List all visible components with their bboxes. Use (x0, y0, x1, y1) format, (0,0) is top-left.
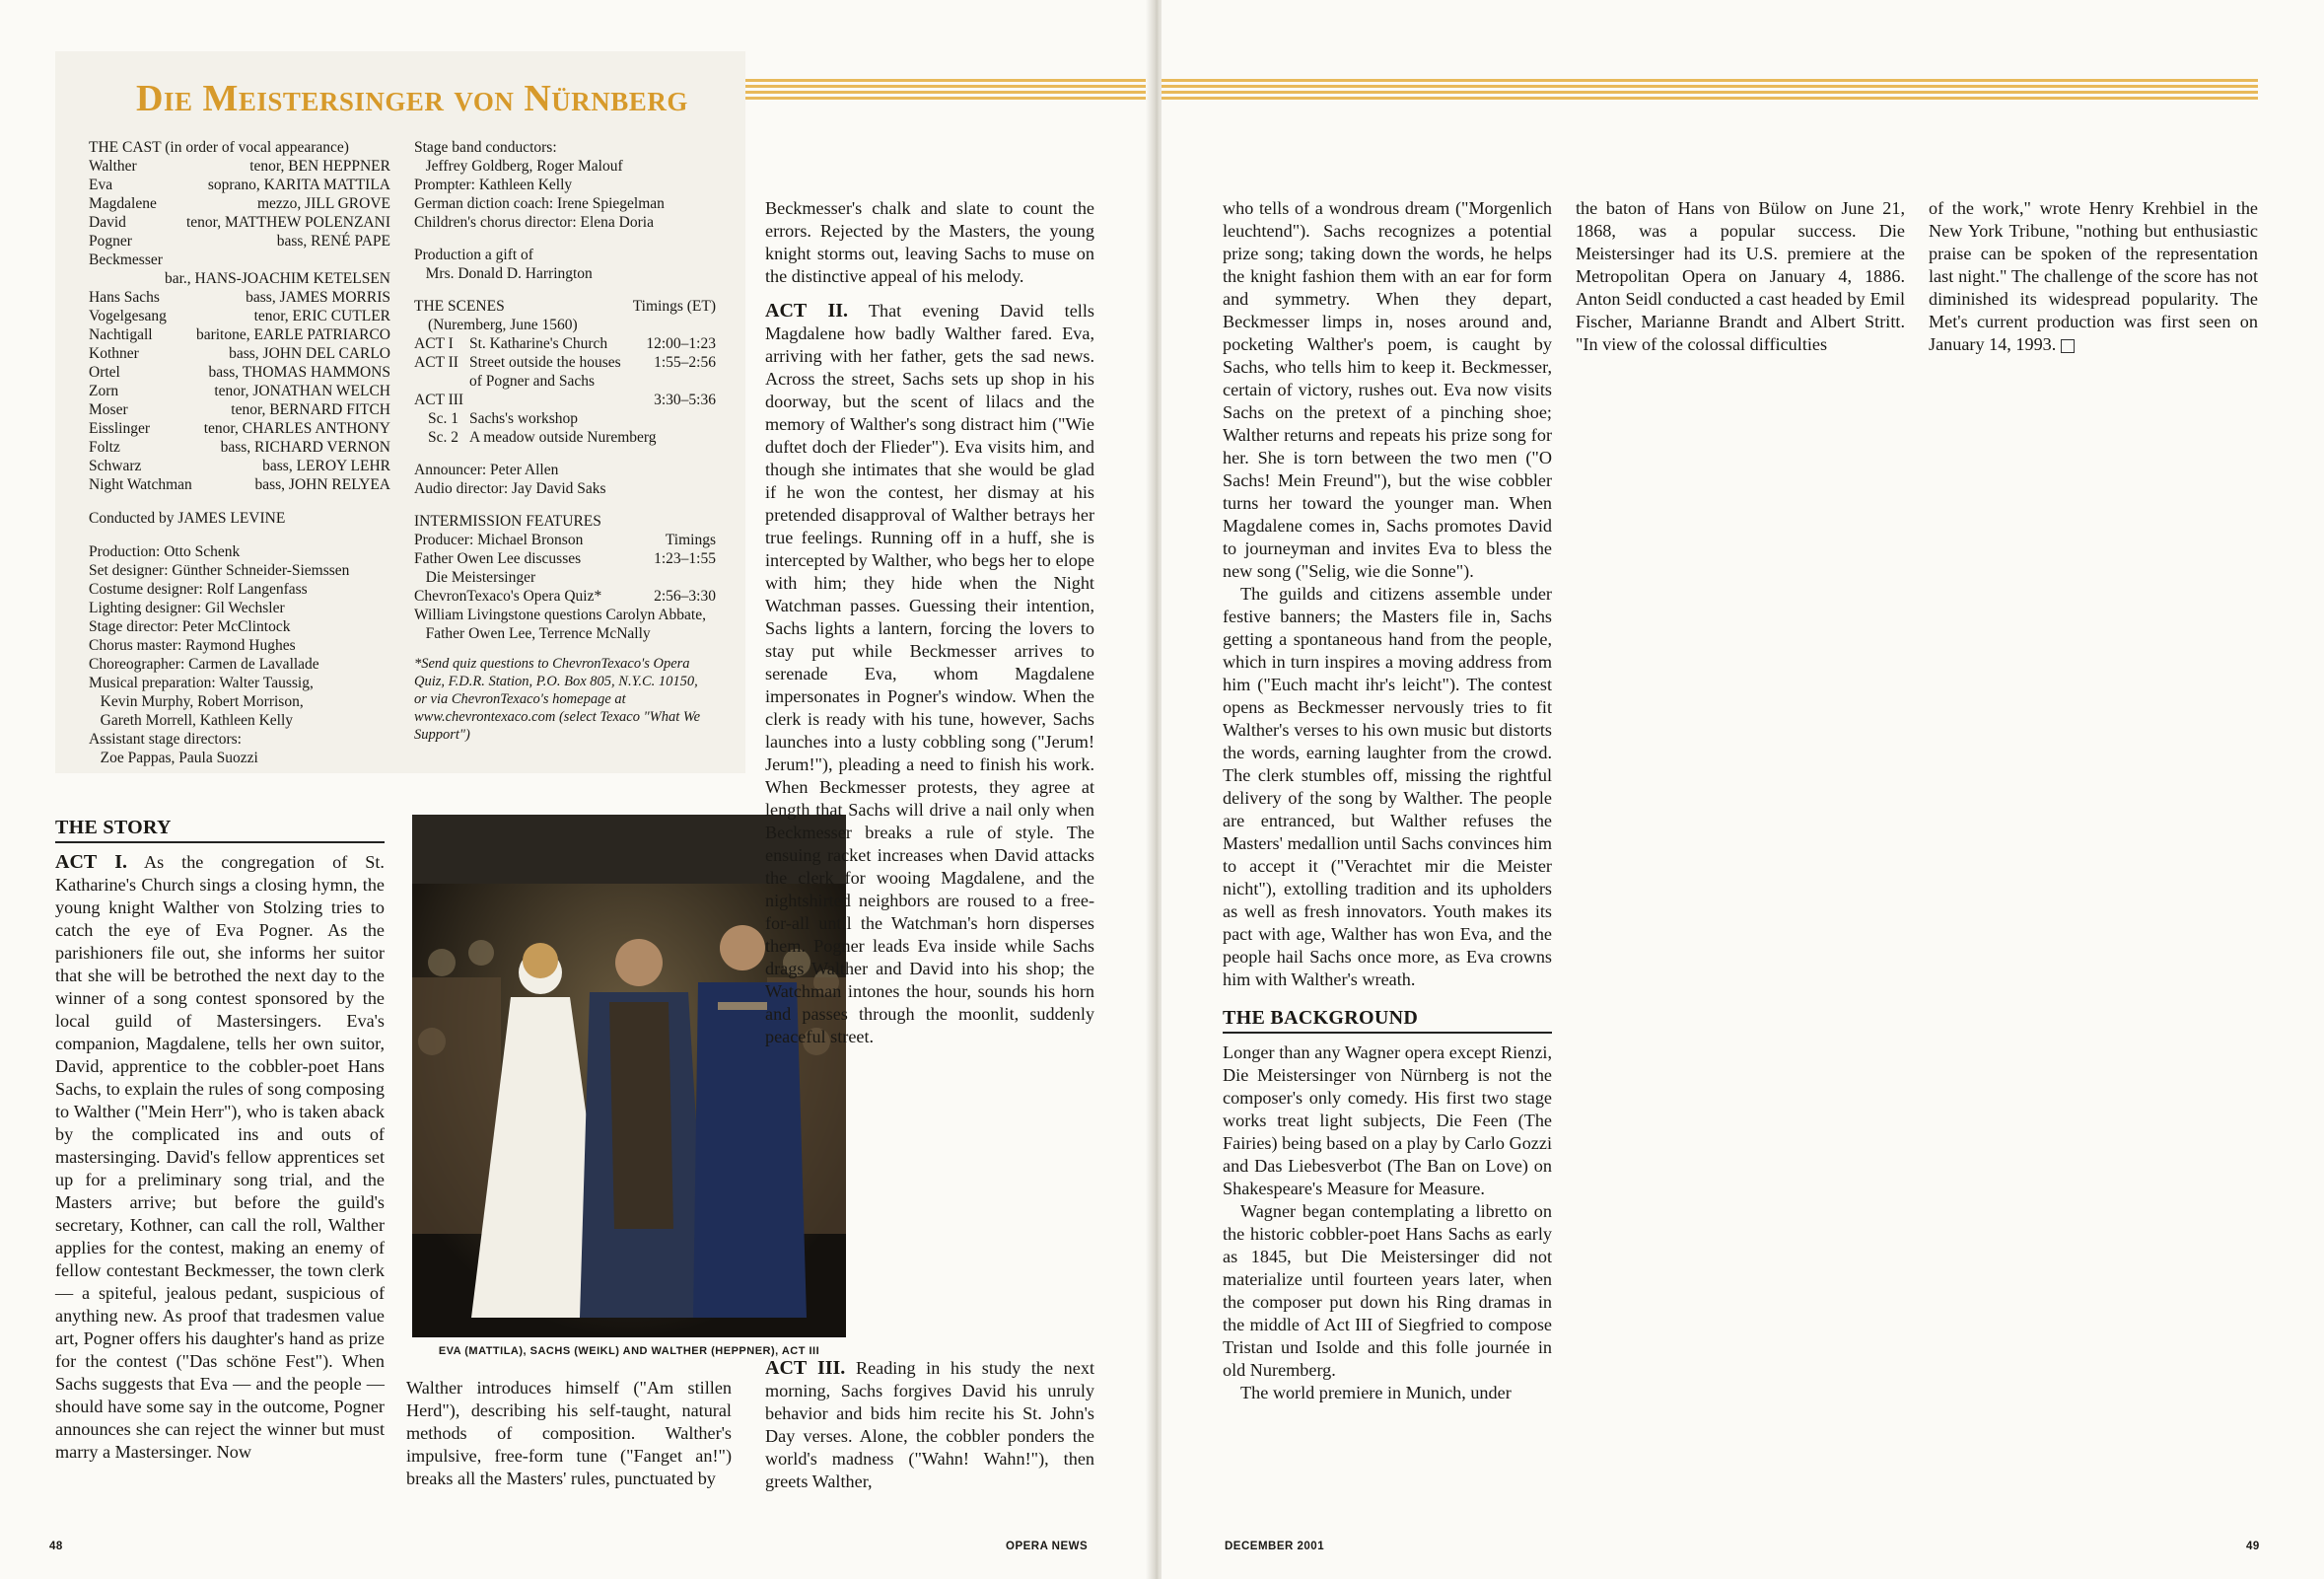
act3-paragraph (765, 1357, 1094, 1493)
intermission-text: Producer: Michael Bronson (414, 532, 584, 548)
intermission-timing: 1:23–1:55 (654, 550, 716, 567)
cast-singer: bass, JOHN DEL CARLO (229, 345, 390, 362)
cast-row (89, 475, 390, 494)
production-credit-line: Chorus master: Raymond Hughes (89, 637, 296, 654)
cast-singer: bass, RICHARD VERNON (220, 439, 390, 456)
page-number-right: 49 (2246, 1541, 2260, 1552)
cast-row (89, 325, 390, 344)
cast-row (89, 157, 390, 176)
intermission-heading: INTERMISSION FEATURES (414, 513, 601, 530)
production-credit-line: Assistant stage directors: (89, 731, 242, 748)
story-column-3-bottom (765, 1357, 1094, 1493)
crew-credit-line: Prompter: Kathleen Kelly (414, 177, 573, 193)
cast-row (89, 213, 390, 232)
announcer-line: Audio director: Jay David Saks (414, 480, 606, 497)
crew-credit-line: Stage band conductors: (414, 139, 557, 156)
scene-label: Sc. 2 (428, 429, 458, 446)
quiz-note: *Send quiz questions to ChevronTexaco's Opera Quiz, F.D.R. Station, P.O. Box 805, N.Y.C. 10150, or via ChevronTexaco's homepage at www.chevrontexaco.com (select Texaco "What We Support") (414, 656, 701, 743)
cast-row (89, 288, 390, 307)
cast-singer: bass, THOMAS HAMMONS (208, 364, 390, 381)
production-credit-line: Musical preparation: Walter Taussig, (89, 675, 314, 691)
krehbiel-paragraph (1929, 197, 2258, 356)
cast-role: Magdalene (89, 195, 157, 212)
act1-text: As the congregation of St. Katharine's Church sings a closing hymn, the young knight Walther von Stolzing tries to catch the eye of Eva Pogner. As the parishioners file out, she informs her suitor that she will be betrothed the next day to the winner of a song contest sponsored by the local guild of Mastersingers. Eva's companion, Magdalene, tells her own suitor, David, apprentice to the cobbler-poet Hans Sachs, to explain the rules of song composing to Walther ("Mein Herr"), who is taken aback by the complicated ins and outs of mastersinging. David's fellow apprentices set up for a preliminary song trial, and the Masters arrive; but before the guild's secretary, Kothner, can call the roll, Walther applies for the contest, making an enemy of fellow contestant Beckmesser, the town clerk — a spiteful, jealous pedant, suspicious of anything new. As proof that tradesmen value art, Pogner offers his daughter's hand as prize for the contest ("Das schöne Fest"). When Sachs suggests that Eva — and the people — should have some say in the outcome, Pogner announces she can reject the winner but must marry a Mastersinger. Now (55, 852, 385, 1462)
cast-role: Eisslinger (89, 420, 150, 437)
announcer-line: Announcer: Peter Allen (414, 462, 559, 478)
cast-role: Zorn (89, 383, 119, 399)
story-column-3-top (765, 197, 1094, 1048)
cast-row (89, 269, 390, 288)
scene-row (414, 428, 716, 447)
page-number-left: 48 (49, 1541, 63, 1552)
magazine-name: OPERA NEWS (1006, 1541, 1089, 1552)
scene-description: Sachs's workshop (469, 410, 578, 427)
scenes-heading: THE SCENES (414, 298, 505, 315)
cast-row (89, 176, 390, 194)
scene-description: Street outside the houses (469, 354, 621, 371)
scenes-header (414, 297, 716, 316)
story-column-2 (406, 1377, 732, 1490)
cast-row (89, 363, 390, 382)
cast-singer: tenor, CHARLES ANTHONY (203, 420, 390, 437)
cast-singer: tenor, JONATHAN WELCH (214, 383, 390, 399)
intermission-row (414, 587, 716, 606)
cast-role: Kothner (89, 345, 139, 362)
scene-row (414, 372, 716, 391)
scenes-subheading: (Nuremberg, June 1560) (428, 317, 578, 333)
intermission-text: Father Owen Lee, Terrence McNally (414, 625, 651, 642)
announcer-credits (414, 461, 716, 498)
cast-role: Beckmesser (89, 251, 163, 268)
intermission-timing: Timings (665, 532, 716, 548)
gift-line: Mrs. Donald D. Harrington (414, 265, 593, 282)
crew-credit-line: Jeffrey Goldberg, Roger Malouf (414, 158, 623, 175)
production-credit-line: Production: Otto Schenk (89, 543, 241, 560)
story-column-1 (55, 817, 385, 1464)
production-credit-line: Gareth Morrell, Kathleen Kelly (89, 712, 294, 729)
cast-list (89, 138, 390, 767)
intermission-row (414, 568, 716, 587)
act3-lead: ACT III. (765, 1357, 846, 1379)
scene-row (414, 353, 716, 372)
crew-credit-line: Children's chorus director: Elena Doria (414, 214, 654, 231)
act2-text: That evening David tells Magdalene how badly Walther fared. Eva, arriving with her father, gets the sad news. Across the street, Sachs sets up shop in his doorway, but the scent of lilacs and the memory of Walther's song distract him ("Wie duftet doch der Flieder"). Eva visits him, and though she intimates that she would be glad if he won the contest, her dismay at his pretended disapproval of Walther betrays her true feelings. Running off in a huff, she is intercepted by Walther, who begs her to elope with him; they hide when the Night Watchman passes. Guessing their intention, Sachs lights a lantern, forcing the lovers to stay put while Beckmesser arrives to serenade Eva, whom Magdalene impersonates in Pogner's window. When the clerk is ready with his tune, however, Sachs launches into a lusty cobbling song ("Jerum! Jerum!"), pleading a need to finish his work. When Beckmesser protests, they agree at length that Sachs will drive a nail only when Beckmesser breaks a rule of style. The ensuing racket increases when David attacks the clerk for wooing Magdalene, and the nightshirted neighbors are roused to a free-for-all until the Watchman's horn disperses them. Pogner leads Eva inside while Sachs drags Walther and David into his shop; the Watchman intones the hour, sounds his horn and passes through the moonlit, suddenly peaceful street. (765, 301, 1094, 1046)
scene-row (414, 334, 716, 353)
cast-row (89, 307, 390, 325)
cast-role: Eva (89, 177, 113, 193)
photo-caption: EVA (MATTILA), SACHS (WEIKL) AND WALTHER (HEPPNER), ACT III (438, 1345, 820, 1357)
walther-paragraph: Walther introduces himself ("Am stillen Herd"), describing his self-taught, natural methods of composition. Walther's impulsive, free-form tune ("Fanget an!") breaks all the Masters' rules, punctuated by (406, 1378, 732, 1488)
production-credit-line: Costume designer: Rolf Langenfass (89, 581, 308, 598)
conductor-credit: Conducted by JAMES LEVINE (89, 510, 286, 527)
intermission-text: ChevronTexaco's Opera Quiz* (414, 588, 602, 605)
intermission-text: Die Meistersinger (414, 569, 536, 586)
background-paragraph-2: Wagner began contemplating a libretto on the historic cobbler-poet Hans Sachs as early as 1845, but Die Meistersinger did not materialize until fourteen years later, when the composer put down his Ring dramas in the middle of Act III of Siegfried to compose Tristan und Isolde and this folle journée in old Nuremberg. (1223, 1201, 1552, 1380)
guilds-paragraph: The guilds and citizens assemble under festive banners; the Masters file in, Sachs getting a spontaneous hand from the people, which in turn inspires a moving address from him ("Euch macht ihr's leicht"). The contest opens as Beckmesser nervously tries to fit Walther's verses to his own music but distorts the words, earning laughter from the crowd. The clerk stumbles off, missing the rightful delivery of the song by Walther. The people are entranced, but Walther refuses the Masters' medallion until Sachs convinces him to accept it ("Verachtet mir die Meister nicht"), extolling tradition and its upholders as well as fresh innovators. Youth makes its pact with age, Walther has won Eva, and the people hail Sachs once more, as Eva crowns him with Walther's wreath. (1223, 584, 1552, 989)
production-credit-line: Choreographer: Carmen de Lavallade (89, 656, 319, 673)
production-credit-line: Lighting designer: Gil Wechsler (89, 600, 285, 616)
scenes-timings-label: Timings (ET) (632, 298, 716, 315)
crew-credits (414, 138, 716, 232)
beckmesser-paragraph: Beckmesser's chalk and slate to count the errors. Rejected by the Masters, the young knight storms out, leaving Sachs to muse on the distinctive appeal of his melody. (765, 198, 1094, 286)
scene-label: Sc. 1 (428, 410, 458, 427)
left-page (0, 0, 1152, 1579)
act1-lead: ACT I. (55, 851, 128, 873)
krehbiel-text: of the work," wrote Henry Krehbiel in the New York Tribune, "nothing but enthusiastic praise can be spoken of the representation last night." The challenge of the score has not diminished its widespread popularity. The Met's current production was first seen on January 14, 1993. (1929, 198, 2258, 354)
cast-singer: baritone, EARLE PATRIARCO (195, 326, 390, 343)
scene-description: St. Katharine's Church (469, 335, 608, 352)
cast-singer: bass, JAMES MORRIS (246, 289, 390, 306)
opera-title: Die Meistersinger von Nürnberg (136, 78, 688, 119)
cast-role: Moser (89, 401, 128, 418)
scene-timing: 12:00–1:23 (646, 335, 716, 352)
cast-row (89, 457, 390, 475)
cast-row (89, 438, 390, 457)
act2-paragraph (765, 300, 1094, 1048)
cast-singer: tenor, BEN HEPPNER (249, 158, 390, 175)
act3-text: Reading in his study the next morning, Sachs forgives David his unruly behavior and bids him recite his St. John's Day verses. Alone, the cobbler ponders the world's madness ("Wahn! Wahn!"), then greets Walther, (765, 1358, 1094, 1491)
gift-line: Production a gift of (414, 247, 533, 263)
intermission-rows (414, 531, 716, 643)
cast-singer: soprano, KARITA MATTILA (207, 177, 390, 193)
scene-rows (414, 334, 716, 447)
intermission-row (414, 606, 716, 624)
cast-heading: THE CAST (in order of vocal appearance) (89, 139, 349, 156)
scene-row (414, 409, 716, 428)
scene-label: ACT I (414, 335, 454, 352)
scene-description: of Pogner and Sachs (469, 373, 595, 390)
cast-role: Vogelgesang (89, 308, 167, 324)
right-page (1162, 0, 2324, 1579)
right-column-1 (1223, 197, 1552, 1404)
intermission-row (414, 549, 716, 568)
cast-role: Pogner (89, 233, 132, 250)
intermission-timing: 2:56–3:30 (654, 588, 716, 605)
gift-credit (414, 246, 716, 283)
scene-timing: 1:55–2:56 (654, 354, 716, 371)
production-credit-line: Set designer: Günther Schneider-Siemssen (89, 562, 350, 579)
cast-row (89, 251, 390, 269)
cast-rows (89, 157, 390, 494)
dream-paragraph: who tells of a wondrous dream ("Morgenlich leuchtend"). Sachs recognizes a potential prize song; taking down the words, he helps the knight fashion them with an ear for form and symmetry. When they depart, Beckmesser limps in, noses around and, pocketing Walther's poem, is caught by Sachs, who tells him to keep it. Beckmesser, certain of victory, rushes out. Eva now visits Sachs on the pretext of a pinching shoe; Walther returns and repeats his prize song for her. She is torn between the two men ("O Sachs! Mein Freund"), but the wise cobbler turns her toward the younger man. When Magdalene comes in, Sachs promotes David to journeyman and invites Eva to bless the new song ("Selig, wie die Sonne"). (1223, 198, 1552, 581)
cast-row (89, 419, 390, 438)
cast-singer: bass, JOHN RELYEA (254, 476, 390, 493)
cast-role: David (89, 214, 126, 231)
intermission-row (414, 624, 716, 643)
cast-row (89, 232, 390, 251)
cast-singer: bar., HANS-JOACHIM KETELSEN (164, 270, 390, 287)
cast-role: Schwarz (89, 458, 142, 474)
scene-label: ACT III (414, 392, 464, 408)
cast-singer: tenor, MATTHEW POLENZANI (185, 214, 390, 231)
right-column-3 (1929, 197, 2258, 356)
scene-timing: 3:30–5:36 (654, 392, 716, 408)
cast-role: Night Watchman (89, 476, 192, 493)
issue-date: DECEMBER 2001 (1225, 1541, 1325, 1552)
scene-label: ACT II (414, 354, 458, 371)
cast-row (89, 400, 390, 419)
decorative-rules (741, 79, 1152, 101)
intermission-text: Father Owen Lee discusses (414, 550, 582, 567)
cast-row (89, 344, 390, 363)
end-mark-icon (2061, 339, 2075, 353)
production-credit-line: Kevin Murphy, Robert Morrison, (89, 693, 304, 710)
intermission-text: William Livingstone questions Carolyn Abbate, (414, 607, 706, 623)
scene-row (414, 391, 716, 409)
background-paragraph-1: Longer than any Wagner opera except Rienzi, Die Meistersinger von Nürnberg is not the composer's only comedy. His first two stage works treat light subjects, Die Feen (The Fairies) being based on a play by Carlo Gozzi and Das Liebesverbot (The Ban on Love) on Shakespeare's Measure for Measure. (1223, 1042, 1552, 1198)
cast-role: Ortel (89, 364, 120, 381)
cast-row (89, 382, 390, 400)
cast-row (89, 194, 390, 213)
intermission-row (414, 531, 716, 549)
act2-lead: ACT II. (765, 300, 849, 322)
cast-singer: tenor, ERIC CUTLER (253, 308, 390, 324)
right-column-2 (1576, 197, 1905, 356)
cast-role: Nachtigall (89, 326, 153, 343)
act1-paragraph (55, 851, 385, 1464)
scene-description: A meadow outside Nuremberg (469, 429, 657, 446)
background-heading: THE BACKGROUND (1223, 1007, 1552, 1034)
production-credit-line: Stage director: Peter McClintock (89, 618, 291, 635)
premiere-paragraph: the baton of Hans von Bülow on June 21, 1868, was a popular success. Die Meistersinger had its U.S. premiere at the Metropolitan Opera on January 4, 1886. Anton Seidl conducted a cast headed by Emil Fischer, Marianne Brandt and Albert Stritt. "In view of the colossal difficulties (1576, 198, 1905, 354)
cast-singer: bass, LEROY LEHR (262, 458, 390, 474)
cast-role: Foltz (89, 439, 120, 456)
cast-role: Walther (89, 158, 137, 175)
cast-singer: tenor, BERNARD FITCH (231, 401, 390, 418)
background-paragraph-3: The world premiere in Munich, under (1240, 1383, 1512, 1402)
story-heading: THE STORY (55, 817, 385, 843)
crew-list (414, 138, 716, 744)
production-credits (89, 542, 390, 767)
cast-singer: mezzo, JILL GROVE (256, 195, 390, 212)
production-credit-line: Zoe Pappas, Paula Suozzi (89, 750, 258, 766)
cast-singer: bass, RENÉ PAPE (276, 233, 390, 250)
crew-credit-line: German diction coach: Irene Spiegelman (414, 195, 665, 212)
cast-role: Hans Sachs (89, 289, 160, 306)
decorative-rules-right (1162, 79, 2258, 101)
